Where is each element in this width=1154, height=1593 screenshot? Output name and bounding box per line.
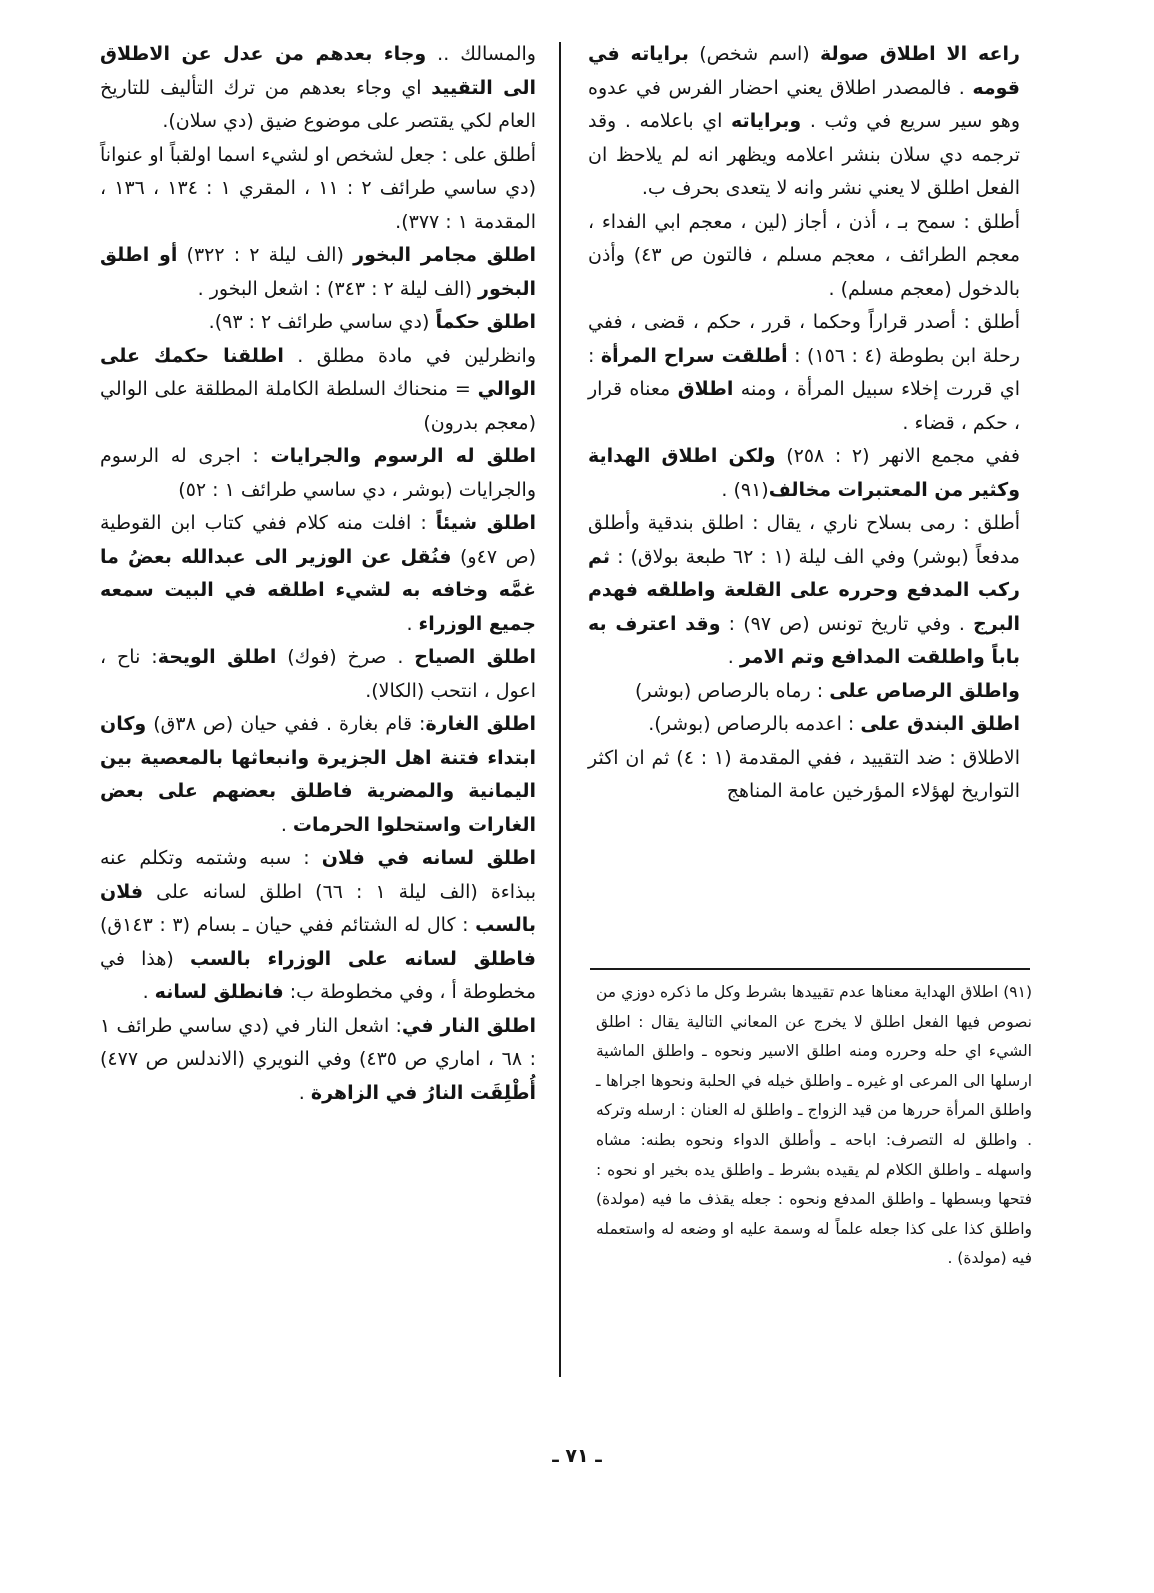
- headword-text: راعه الا اطلاق صولة: [819, 43, 1020, 65]
- headword-text: اطلق لسانه في فلان: [321, 847, 536, 869]
- body-text: : افلت منه كلام ففي كتاب ابن القوطية (ص ٤٧و): [100, 512, 536, 568]
- body-text: أطلق : سمح بـ ، أذن ، أجاز (لين ، معجم ابي الفداء ، معجم الطرائف ، معجم مسلم ، فالتون ص ٤٣) وأذن بالدخول (معجم مسلم) .: [588, 210, 1020, 300]
- paragraph: [100, 139, 536, 240]
- headword-text: فنُقل عن الوزير الى عبدالله بعضُ ما غمَّه وخافه به لشيء اطلقه في البيت سمعه جميع الوزراء: [100, 545, 536, 635]
- paragraph: [588, 38, 1020, 206]
- headword-text: اطلاق: [677, 378, 734, 400]
- body-text: (الف ليلة ٢ : ٣٢٢): [177, 244, 354, 266]
- body-text: أطلق : رمى بسلاح ناري ، يقال : اطلق بندقية وأطلق مدفعاً (بوشر) وفي الف ليلة (١ : ٦٢ طبعة بولاق) :: [588, 512, 1020, 568]
- headword-text: اطلق الويحة: [157, 646, 277, 668]
- headword-text: وقد اعترف به باباً واطلقت المدافع وتم الامر: [588, 612, 1020, 668]
- paragraph: [588, 675, 1020, 709]
- paragraph: [100, 306, 536, 340]
- body-text: .: [280, 813, 293, 836]
- headword-text: اطلق شيئاً: [435, 512, 536, 534]
- headword-text: فاطلق لسانه على الوزراء بالسب: [189, 947, 536, 970]
- body-text: معناه قرار ، حكم ، قضاء .: [588, 378, 1020, 434]
- footnote-separator: [590, 968, 1030, 970]
- body-text: .: [298, 1081, 311, 1104]
- body-text: (دي ساسي طرائف ٢ : ٩٣).: [208, 311, 436, 333]
- body-text: والمسالك ..: [426, 43, 536, 65]
- headword-text: أطلقت سراح المرأة: [600, 344, 788, 367]
- body-text: اي وجاء بعدهم من ترك التأليف للتاريخ العام لكي يقتصر على موضوع ضيق (دي سلان).: [100, 76, 536, 132]
- headword-text: وجاء بعدهم من عدل عن الاطلاق الى التقييد: [100, 43, 536, 99]
- body-text: : سبه وشتمه وتكلم عنه ببذاءة (الف ليلة ١ : ٦٦) اطلق لسانه على: [100, 847, 537, 903]
- paragraph: [588, 440, 1020, 507]
- body-text: أطلق على : جعل لشخص او لشيء اسما اولقباً او عنواناً (دي ساسي طرائف ٢ : ١١ ، المقري ١ : ١٣٤ ، ١٣٦ ، المقدمة ١ : ٣٧٧).: [100, 143, 537, 233]
- headword-text: ولكن اطلاق الهداية وكثير من المعتبرات مخالف: [588, 445, 1020, 501]
- body-text: : ناح ، اعول ، انتحب (الكالا).: [100, 646, 536, 702]
- right-column: [588, 38, 1020, 809]
- paragraph: [100, 239, 536, 306]
- left-column: [100, 38, 536, 1110]
- paragraph: [100, 1010, 536, 1111]
- headword-text: اطلق له الرسوم والجرايات: [270, 445, 536, 467]
- body-text: . صرخ (فوك): [276, 646, 415, 668]
- paragraph: [588, 742, 1020, 809]
- footnote: [596, 978, 1032, 1274]
- body-text: .: [727, 646, 740, 668]
- paragraph: [588, 306, 1020, 440]
- paragraph: [100, 440, 536, 507]
- body-text: وانظرلين في مادة مطلق .: [283, 344, 537, 367]
- body-text: . وفي تاريخ تونس (ص ٩٧) :: [720, 612, 974, 635]
- body-text: : رماه بالرصاص (بوشر): [634, 679, 830, 702]
- paragraph: [100, 340, 536, 441]
- body-text: : اعدمه بالرصاص (بوشر).: [648, 713, 861, 735]
- body-text: (٩١) .: [721, 478, 769, 501]
- paragraph: [100, 38, 536, 139]
- paragraph: [100, 507, 536, 641]
- body-text: .: [142, 981, 155, 1003]
- headword-text: اطلق مجامر البخور: [353, 244, 537, 266]
- body-text: ففي مجمع الانهر (٢ : ٢٥٨): [775, 445, 1021, 467]
- body-text: (الف ليلة ٢ : ٣٤٣) : اشعل البخور .: [197, 277, 479, 300]
- paragraph: [100, 641, 536, 708]
- headword-text: اطلق النار في: [401, 1014, 536, 1037]
- headword-text: فانطلق لسانه: [154, 981, 284, 1003]
- paragraph: [588, 708, 1020, 742]
- headword-text: وكان ابتداء فتنة اهل الجزيرة وانبعاثها بالمعصية بين اليمانية والمضرية فاطلق بعضهم على بعض الغارات واستحلوا الحرمات: [100, 713, 536, 836]
- footnote-text: (٩١) اطلاق الهداية معناها عدم تقييدها بشرط وكل ما ذكره دوزي من نصوص فيها الفعل اطلق لا يخرج عن المعاني التالية يقال : اطلق الشيء اي حله وحرره ومنه اطلق الاسير ونحوه ـ واطلق الماشية ارسلها الى المرعى او غيره ـ واطلق خيله في الحلبة ونحوها اجراها ـ واطلق المرأة حررها من قيد الزواج ـ واطلق له العنان : ارسله وتركه . واطلق له التصرف: اباحه ـ وأطلق الدواء ونحوه بطنه: مشاه واسهله ـ واطلق الكلام لم يقيده بشرط ـ واطلق يده بخير او نحوه : فتحها وبسطها ـ واطلق المدفع ونحوه : جعله يقذف ما فيه (مولدة) واطلق كذا على كذا جعله علماً له وسمة عليه او وضعه له واستعمله فيه (مولدة) .: [596, 983, 1032, 1268]
- headword-text: فلان بالسب: [100, 880, 536, 936]
- body-text: (اسم شخص): [688, 43, 820, 65]
- paragraph: [588, 507, 1020, 675]
- body-text: : اي قررت إخلاء سبيل المرأة ، ومنه: [588, 344, 1020, 400]
- body-text: : قام بغارة . ففي حيان (ص ٣٨ق): [146, 713, 426, 735]
- headword-text: ثم ركب المدفع وحرره على القلعة واطلقه فهدم البرج: [588, 545, 1020, 635]
- headword-text: اطلقنا حكمك على الوالي: [100, 344, 536, 400]
- body-text: أطلق : أصدر قراراً وحكما ، قرر ، حكم ، قضى ، ففي رحلة ابن بطوطة (٤ : ١٥٦) :: [588, 311, 1020, 367]
- headword-text: اطلق البندق على: [860, 713, 1020, 735]
- headword-text: أُطْلِقَت النارُ في الزاهرة: [310, 1081, 536, 1104]
- paragraph: [100, 708, 536, 842]
- body-text: (هذا في مخطوطة أ ، وفي مخطوطة ب:: [100, 947, 536, 1003]
- headword-text: أو اطلق البخور: [100, 244, 536, 300]
- headword-text: اطلق حكماً: [435, 311, 536, 333]
- headword-text: واطلق الرصاص على: [829, 679, 1020, 702]
- body-text: = منحناك السلطة الكاملة المطلقة على الوالي (معجم بدرون): [100, 378, 536, 434]
- body-text: .: [406, 612, 419, 635]
- headword-text: براياته في قومه: [588, 43, 1020, 99]
- headword-text: اطلق الغارة: [425, 713, 536, 735]
- column-divider: [559, 42, 561, 1377]
- body-text: . فالمصدر اطلاق يعني احضار الفرس في عدوه وهو سير سريع في وثب .: [588, 76, 1020, 132]
- body-text: : اجرى له الرسوم والجرايات (بوشر ، دي ساسي طرائف ١ : ٥٢): [100, 445, 536, 501]
- paragraph: [100, 842, 536, 1010]
- headword-text: وبراياته: [731, 110, 802, 132]
- body-text: اي باعلامه . وقد ترجمه دي سلان بنشر اعلامه ويظهر انه لم يلاحظ ان الفعل اطلق لا يعني نشر وانه لا يتعدى بحرف ب.: [588, 110, 1020, 199]
- headword-text: اطلق الصياح: [414, 646, 536, 668]
- page-number: ـ ٧١ ـ: [552, 1445, 602, 1467]
- body-text: : اشعل النار في (دي ساسي طرائف ١ : ٦٨ ، اماري ص ٤٣٥) وفي النويري (الاندلس ص ٤٧٧): [100, 1014, 536, 1070]
- paragraph: [588, 206, 1020, 307]
- body-text: : كال له الشتائم ففي حيان ـ بسام (٣ : ١٤٣ق): [100, 914, 476, 936]
- body-text: الاطلاق : ضد التقييد ، ففي المقدمة (١ : ٤) ثم ان اكثر التواريخ لهؤلاء المؤرخين عامة المناهج: [588, 746, 1020, 802]
